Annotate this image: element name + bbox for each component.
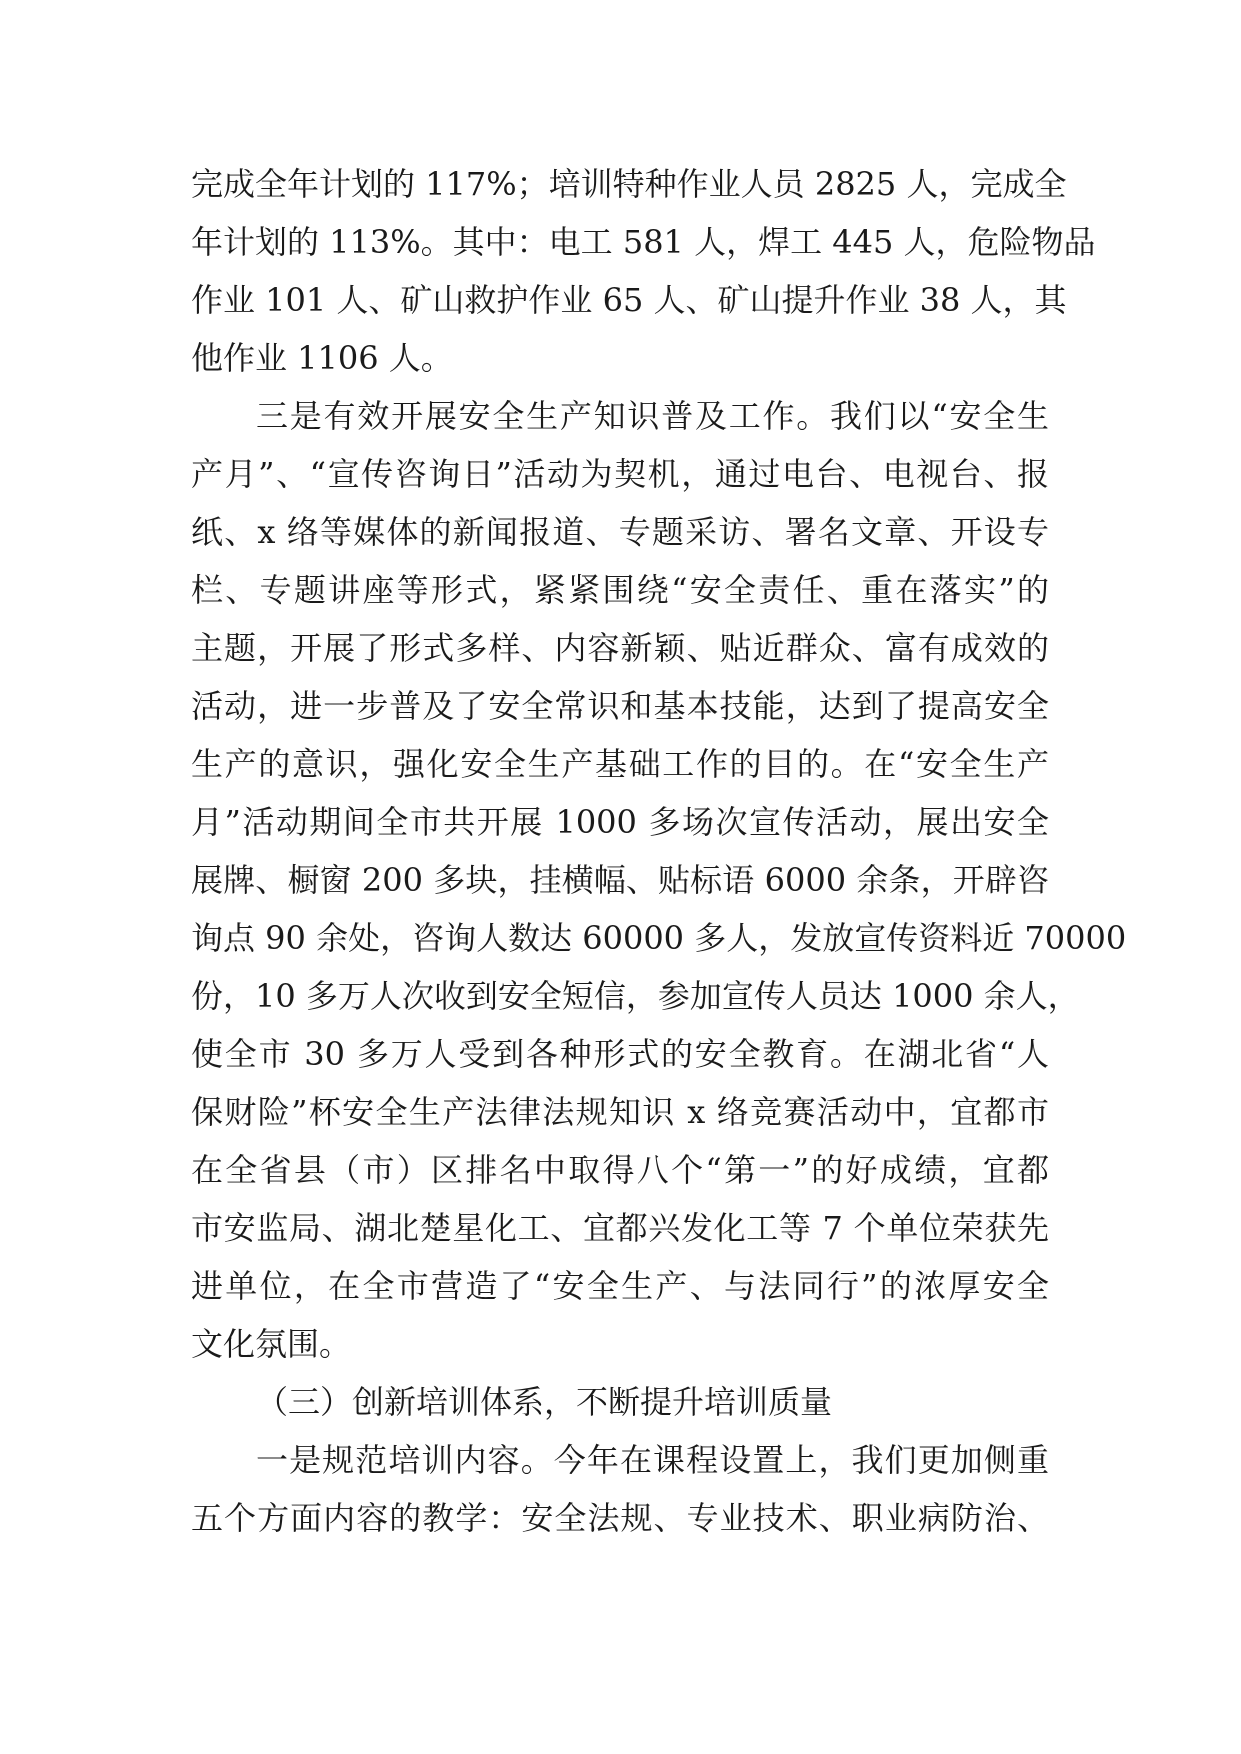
paragraph-line: 文化氛围。 xyxy=(191,1325,352,1363)
paragraph-line: 产月”、“宣传咨询日”活动为契机，通过电台、电视台、报 xyxy=(191,455,1049,493)
paragraph-line: 份，10 多万人次收到安全短信，参加宣传人员达 1000 余人， xyxy=(191,977,1080,1015)
paragraph-line: 月”活动期间全市共开展 1000 多场次宣传活动，展出安全 xyxy=(191,803,1049,841)
paragraph-line: 市安监局、湖北楚星化工、宜都兴发化工等 7 个单位荣获先 xyxy=(191,1209,1049,1247)
paragraph-line: 年计划的 113%。其中：电工 581 人，焊工 445 人，危险物品 xyxy=(191,223,1096,261)
paragraph-line: 活动，进一步普及了安全常识和基本技能，达到了提高安全 xyxy=(191,687,1049,725)
document-body xyxy=(191,155,1127,1547)
paragraph-line: 五个方面内容的教学：安全法规、专业技术、职业病防治、 xyxy=(191,1499,1049,1537)
paragraph-line: 栏、专题讲座等形式，紧紧围绕“安全责任、重在落实”的 xyxy=(191,571,1049,609)
paragraph-line: 进单位，在全市营造了“安全生产、与法同行”的浓厚安全 xyxy=(191,1267,1049,1305)
paragraph-line: 使全市 30 多万人受到各种形式的安全教育。在湖北省“人 xyxy=(191,1035,1049,1073)
paragraph-line: 一是规范培训内容。今年在课程设置上，我们更加侧重 xyxy=(256,1441,1049,1479)
paragraph-line: 三是有效开展安全生产知识普及工作。我们以“安全生 xyxy=(256,397,1049,435)
paragraph-line: 他作业 1106 人。 xyxy=(191,339,453,377)
paragraph-line: 完成全年计划的 117%；培训特种作业人员 2825 人，完成全 xyxy=(191,165,1067,203)
paragraph-line: 在全省县（市）区排名中取得八个“第一”的好成绩，宜都 xyxy=(191,1151,1049,1189)
paragraph-line: 作业 101 人、矿山救护作业 65 人、矿山提升作业 38 人，其 xyxy=(191,281,1067,319)
paragraph-line: 生产的意识，强化安全生产基础工作的目的。在“安全生产 xyxy=(191,745,1049,783)
paragraph-line: 展牌、橱窗 200 多块，挂横幅、贴标语 6000 余条，开辟咨 xyxy=(191,861,1049,899)
paragraph-line: 主题，开展了形式多样、内容新颖、贴近群众、富有成效的 xyxy=(191,629,1049,667)
paragraph-line: 保财险”杯安全生产法律法规知识 x 络竞赛活动中，宜都市 xyxy=(191,1093,1049,1131)
paragraph-line: 询点 90 余处，咨询人数达 60000 多人，发放宣传资料近 70000 xyxy=(191,919,1127,957)
paragraph-line: 纸、x 络等媒体的新闻报道、专题采访、署名文章、开设专 xyxy=(191,513,1049,551)
section-heading: （三）创新培训体系，不断提升培训质量 xyxy=(256,1383,833,1421)
